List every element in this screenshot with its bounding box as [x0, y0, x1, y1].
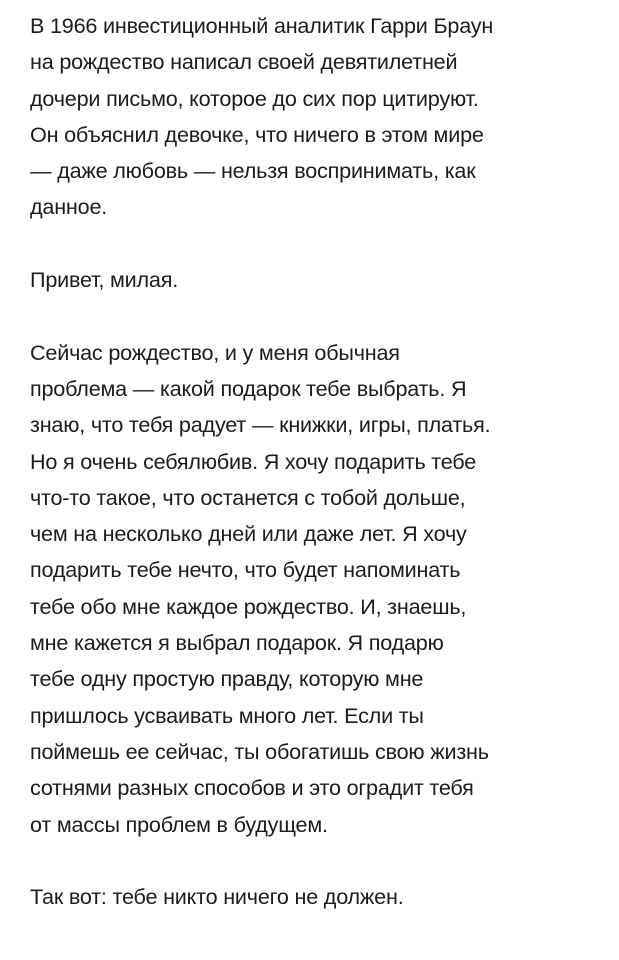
text-line: Привет, милая.: [30, 267, 179, 293]
text-line: Так вот: тебе никто ничего не должен.: [30, 884, 404, 910]
text-line: данное.: [30, 194, 108, 220]
text-line: на рождество написал своей девятилетней: [30, 49, 458, 75]
text-line: Сейчас рождество, и у меня обычная: [30, 339, 400, 365]
text-line: знаю, что тебя радует — книжки, игры, платья.: [30, 412, 491, 438]
text-line: проблема — какой подарок тебе выбрать. Я: [30, 375, 467, 401]
article-text: [30, 8, 608, 915]
text-line: подарить тебе нечто, что будет напоминать: [30, 557, 461, 583]
text-line: поймешь ее сейчас, ты обогатишь свою жизнь: [30, 738, 489, 764]
text-line: — даже любовь — нельзя воспринимать, как: [30, 158, 476, 184]
greeting-paragraph: [30, 262, 608, 298]
text-line: тебе одну простую правду, которую мне: [30, 666, 424, 692]
closing-paragraph: [30, 879, 608, 915]
text-line: Он объяснил девочке, что ничего в этом мире: [30, 121, 484, 147]
text-line: мне кажется я выбрал подарок. Я подарю: [30, 630, 444, 656]
text-line: от массы проблем в будущем.: [30, 811, 328, 837]
text-line: Но я очень себялюбив. Я хочу подарить тебе: [30, 448, 477, 474]
text-line: пришлось усваивать много лет. Если ты: [30, 702, 424, 728]
text-line: сотнями разных способов и это оградит тебя: [30, 775, 474, 801]
text-line: чем на несколько дней или даже лет. Я хочу: [30, 521, 467, 547]
text-line: тебе обо мне каждое рождество. И, знаешь,: [30, 593, 467, 619]
letter-body-paragraph: [30, 335, 608, 843]
text-line: В 1966 инвестиционный аналитик Гарри Браун: [30, 13, 494, 38]
text-line: дочери письмо, которое до сих пор цитируют.: [30, 85, 479, 111]
intro-paragraph: [30, 8, 608, 226]
text-line: что-то такое, что останется с тобой дольше,: [30, 484, 466, 510]
